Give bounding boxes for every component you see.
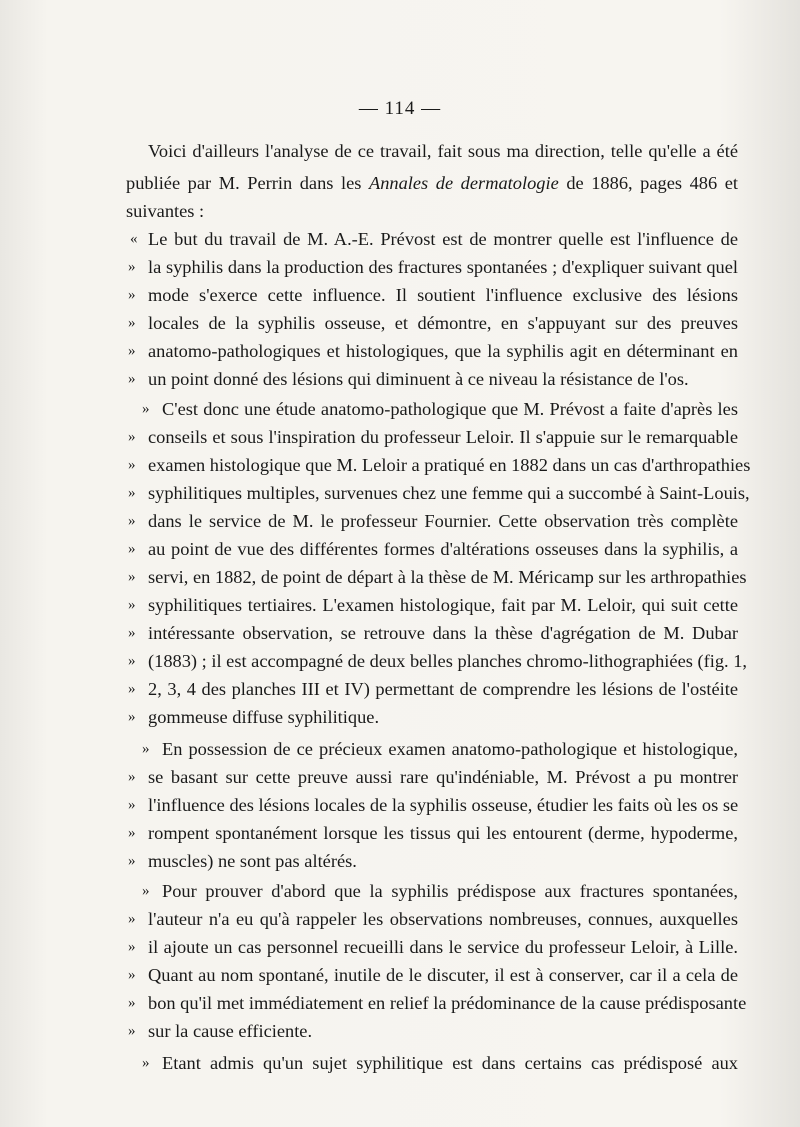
quote-mark: » <box>128 769 136 785</box>
quote-mark: » <box>142 883 150 899</box>
quote-text: anatomo-pathologiques et histologiques, que la syphilis agit en déterminant en <box>148 341 738 361</box>
quote-line <box>128 906 738 932</box>
quote-mark: » <box>128 287 136 303</box>
quote-text: intéressante observation, se retrouve dans la thèse d'agrégation de M. Dubar <box>148 623 738 643</box>
quote-text: Quant au nom spontané, inutile de le discuter, il est à conserver, car il a cela de <box>148 965 738 985</box>
quote-mark: » <box>128 681 136 697</box>
quote-mark: » <box>128 343 136 359</box>
quote-line <box>128 704 738 730</box>
quote-line <box>128 820 738 846</box>
quote-text: la syphilis dans la production des fractures spontanées ; d'expliquer suivant quel <box>148 257 738 277</box>
quote-mark: » <box>128 853 136 869</box>
quote-line <box>128 564 747 590</box>
quote-text: 2, 3, 4 des planches III et IV) permettant de comprendre les lésions de l'ostéite <box>148 679 738 699</box>
quote-mark: » <box>128 967 136 983</box>
quote-mark: » <box>142 1055 150 1071</box>
quote-text: syphilitiques tertiaires. L'examen histologique, fait par M. Leloir, qui suit cette <box>148 595 738 615</box>
quote-line <box>128 592 738 618</box>
intro-text: publiée par M. Perrin dans les <box>126 173 369 193</box>
quote-mark: » <box>128 825 136 841</box>
journal-title: Annales de dermatologie <box>368 173 559 193</box>
quote-text: En possession de ce précieux examen anatomo-pathologique et histologique, <box>162 739 738 759</box>
quote-text: mode s'exerce cette influence. Il soutient l'influence exclusive des lésions <box>148 285 738 305</box>
quote-line <box>128 366 738 392</box>
quote-text: Etant admis qu'un sujet syphilitique est dans certains cas prédisposé aux <box>162 1053 738 1073</box>
quote-text: un point donné des lésions qui diminuent à ce niveau la résistance de l'os. <box>148 369 689 389</box>
quote-line <box>128 764 738 790</box>
quote-text: conseils et sous l'inspiration du professeur Leloir. Il s'appuie sur le remarquable <box>148 427 738 447</box>
quote-text: dans le service de M. le professeur Fournier. Cette observation très complète <box>148 511 738 531</box>
quote-text: (1883) ; il est accompagné de deux belles planches chromo-lithographiées (fig. 1, <box>148 651 748 671</box>
quote-text: Le but du travail de M. A.-E. Prévost est de montrer quelle est l'influence de <box>148 229 738 249</box>
quote-line <box>128 990 747 1016</box>
quote-text: l'influence des lésions locales de la syphilis osseuse, étudier les faits où les os se <box>148 795 739 815</box>
quote-line <box>128 338 738 364</box>
quote-text: C'est donc une étude anatomo-pathologique que M. Prévost a faite d'après les <box>162 399 738 419</box>
quote-line <box>128 508 738 534</box>
quote-text: locales de la syphilis osseuse, et démontre, en s'appuyant sur des preuves <box>148 313 738 333</box>
quote-mark: » <box>128 653 136 669</box>
intro-text: de 1886, pages 486 et <box>558 173 738 193</box>
quote-text: gommeuse diffuse syphilitique. <box>148 707 380 727</box>
quote-text: muscles) ne sont pas altérés. <box>148 851 357 871</box>
quote-mark: » <box>128 1023 136 1039</box>
quote-text: syphilitiques multiples, survenues chez une femme qui a succombé à Saint-Louis, <box>148 483 750 503</box>
quote-line <box>128 480 750 506</box>
quote-mark: » <box>128 569 136 585</box>
quote-mark: » <box>128 995 136 1011</box>
quote-line <box>128 962 738 988</box>
quote-mark: « <box>130 231 138 247</box>
quote-mark: » <box>128 625 136 641</box>
quote-line <box>142 878 738 904</box>
quote-mark: » <box>128 259 136 275</box>
quote-line <box>128 792 739 818</box>
page-number: — 114 — <box>358 98 442 119</box>
quote-mark: » <box>128 513 136 529</box>
quote-text: se basant sur cette preuve aussi rare qu'indéniable, M. Prévost a pu montrer <box>148 767 738 787</box>
quote-mark: » <box>128 797 136 813</box>
quote-line <box>128 424 738 450</box>
intro-line: Voici d'ailleurs l'analyse de ce travail, fait sous ma direction, telle qu'elle a été <box>148 141 738 161</box>
quote-mark: » <box>128 939 136 955</box>
quote-line <box>128 934 738 960</box>
quote-line <box>128 310 738 336</box>
quote-line <box>128 676 738 702</box>
quote-line <box>128 648 748 674</box>
quote-line <box>128 254 738 280</box>
quote-line <box>142 1050 738 1076</box>
quote-mark: » <box>128 541 136 557</box>
quote-mark: » <box>128 597 136 613</box>
quote-line <box>142 736 738 762</box>
quote-text: bon qu'il met immédiatement en relief la prédominance de la cause prédisposante <box>148 993 747 1013</box>
intro-line <box>126 170 738 196</box>
quote-text: servi, en 1882, de point de départ à la thèse de M. Méricamp sur les arthropathies <box>148 567 747 587</box>
quote-mark: » <box>128 429 136 445</box>
quote-line <box>128 620 738 646</box>
quote-line <box>128 282 738 308</box>
quote-line <box>128 848 738 874</box>
quote-text: sur la cause efficiente. <box>148 1021 313 1041</box>
quote-text: examen histologique que M. Leloir a pratiqué en 1882 dans un cas d'arthropathies <box>148 455 751 475</box>
quote-mark: » <box>142 401 150 417</box>
quote-line <box>130 226 738 252</box>
quote-line <box>128 1018 738 1044</box>
intro-line: suivantes : <box>126 201 205 221</box>
quote-text: il ajoute un cas personnel recueilli dans le service du professeur Leloir, à Lille. <box>148 937 738 957</box>
quote-mark: » <box>128 709 136 725</box>
quote-line <box>128 452 751 478</box>
quote-mark: » <box>142 741 150 757</box>
quote-mark: » <box>128 371 136 387</box>
quote-mark: » <box>128 911 136 927</box>
quote-mark: » <box>128 315 136 331</box>
quote-mark: » <box>128 457 136 473</box>
quote-line <box>142 396 738 422</box>
quote-text: Pour prouver d'abord que la syphilis prédispose aux fractures spontanées, <box>162 881 738 901</box>
quote-line <box>128 536 738 562</box>
quote-text: au point de vue des différentes formes d'altérations osseuses dans la syphilis, a <box>148 539 738 559</box>
quote-text: rompent spontanément lorsque les tissus qui les entourent (derme, hypoderme, <box>148 823 738 843</box>
quote-mark: » <box>128 485 136 501</box>
quote-text: l'auteur n'a eu qu'à rappeler les observations nombreuses, connues, auxquelles <box>148 909 738 929</box>
